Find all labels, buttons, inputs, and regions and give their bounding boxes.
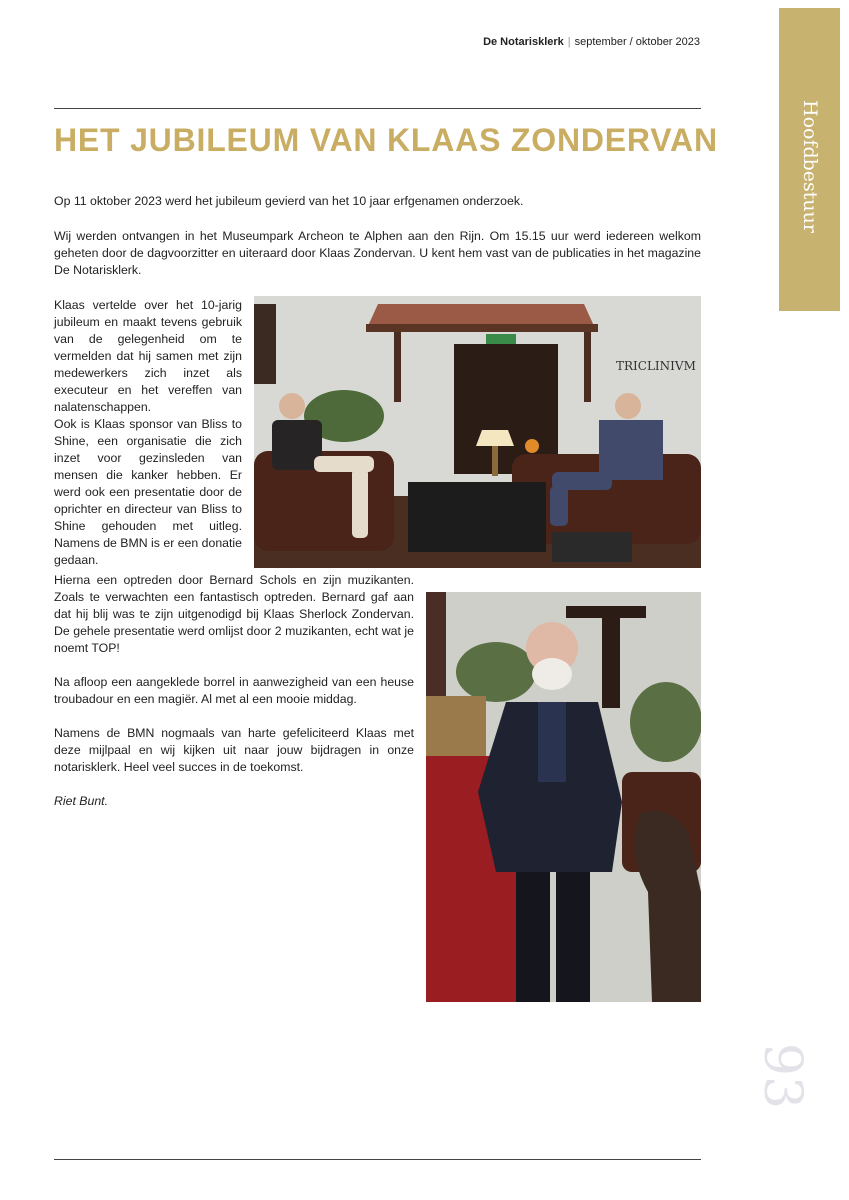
interview-illustration [254,296,701,568]
paragraph-congratulations: Namens de BMN nogmaals van harte gefeliciteerd Klaas met deze mijlpaal en wij kijken uit naar jouw bijdragen in onze notarisklerk. Heel veel succes in de toekomst. [54,726,414,774]
author-signature: Riet Bunt. [54,794,108,808]
paragraph-sponsor: Ook is Klaas sponsor van Bliss to Shine, een organisatie die zich inzet voor gezinsleden van mensen die kanker hebben. Er werd ook een presentatie door de oprichter en directeur van Bliss to Shine gehouden met uitleg. Namens de BMN is er een donatie gedaan. [54,417,242,567]
paragraph-performance: Hierna een optreden door Bernard Schols en zijn muzikanten. Zoals te verwachten een fantastisch optreden. Bernard gaf aan dat hij blij was te zijn uitgenodigd bij Klaas Sherlock Zondervan. De gehele presentatie werd omlijst door 2 muzikanten, echt wat je noemt TOP! [54,573,414,655]
photo-interview-stage [254,296,701,568]
issue-date: september / oktober 2023 [574,36,700,48]
paragraph-intro: Op 11 oktober 2023 werd het jubileum gevierd van het 10 jaar erfgenamen onderzoek. [54,194,524,208]
section-tab [779,8,840,311]
running-header: De Notarisklerk | september / oktober 2023 [483,36,700,48]
bottom-rule [54,1159,701,1160]
magazine-name: De Notarisklerk [483,36,564,48]
paragraph-reception: Wij werden ontvangen in het Museumpark Archeon te Alphen aan den Rijn. Om 15.15 uur werd iedereen welkom geheten door de dagvoorzitter en uiteraard door Klaas Zondervan. U kent hem vast van de publicaties in het magazine De Notarisklerk. [54,229,701,277]
wall-inscription: TRICLINIVM [616,359,696,373]
paragraph-jubilee: Klaas vertelde over het 10-jarig jubileum en maakt tevens gebruik van de gelegenheid om te vermelden dat hij samen met zijn medewerkers zich inzet als executeur en het vereffen van nalatenschappen. [54,298,242,414]
photo-performer [426,592,701,1002]
article-title: HET JUBILEUM VAN KLAAS ZONDERVAN [54,122,718,158]
section-tab-label: Hoofdbestuur [798,100,821,233]
page-number: 93 [752,1042,812,1110]
performer-illustration [426,592,701,1002]
top-rule [54,108,701,109]
paragraph-reception-drinks: Na afloop een aangeklede borrel in aanwezigheid van een heuse troubadour en een magiër. Al met al een mooie middag. [54,675,414,706]
